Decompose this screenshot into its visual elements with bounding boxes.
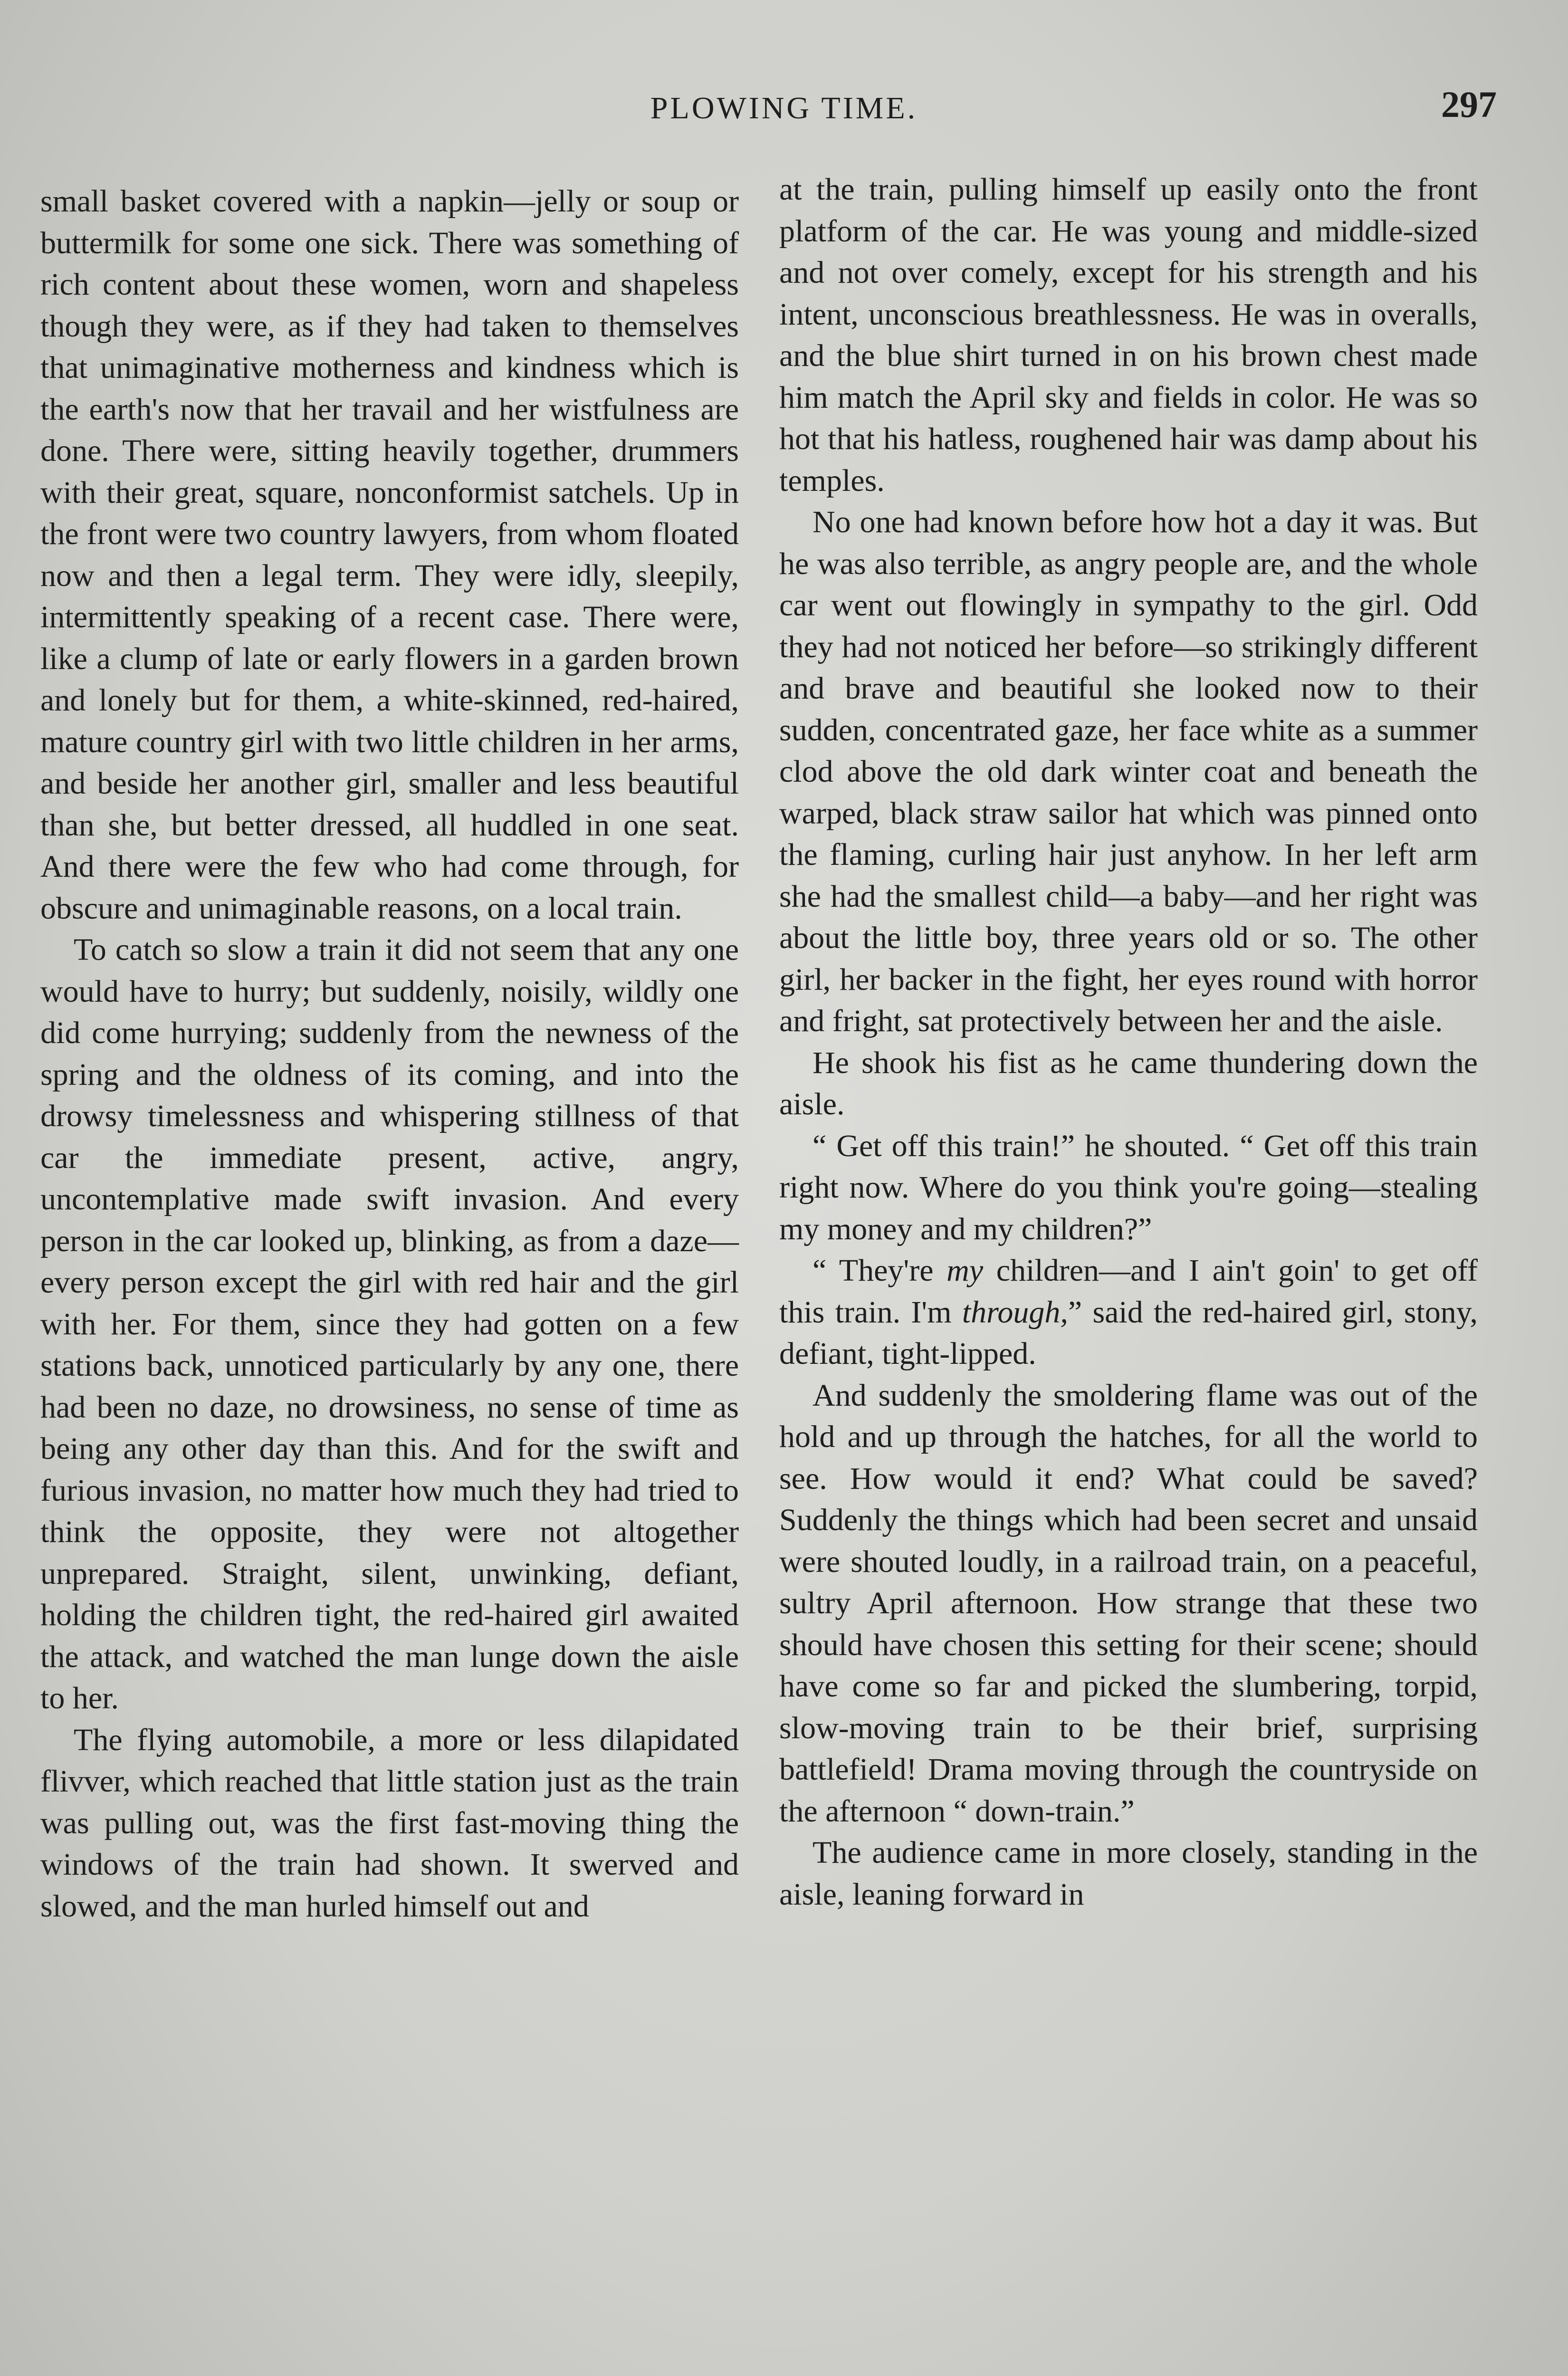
dialogue-text: children—and I ain't goin' to get off this train. I'm <box>779 1253 1478 1330</box>
left-paragraph-3: The flying automobile, a more or less dilapidated flivver, which reached that little station just as the train was pulling out, was the first fast-moving thing the windows of the train had shown. It swerved and slowed, and the man hurled himself out and <box>40 1722 739 1924</box>
right-paragraph-1: at the train, pulling himself up easily onto the front platform of the car. He was young and middle-sized and not over comely, except for his strength and his intent, unconscious breathlessness. He was in overalls, and the blue shirt turned in on his brown chest made him match the April sky and fields in color. He was so hot that his hatless, roughened hair was damp about his temples. <box>779 172 1478 498</box>
dialogue-text: “ They're <box>813 1253 947 1288</box>
emphasis-text: through, <box>962 1294 1068 1330</box>
emphasis-text: my <box>947 1253 984 1288</box>
right-paragraph-3: He shook his fist as he came thundering down the aisle. <box>779 1045 1478 1121</box>
dialogue-text: ” said the red-haired girl, stony, defiant, tight-lipped. <box>779 1294 1478 1371</box>
right-paragraph-7: The audience came in more closely, standing in the aisle, leaning forward in <box>779 1835 1478 1912</box>
page-number: 297 <box>1441 84 1497 125</box>
left-paragraph-2: To catch so slow a train it did not seem that any one would have to hurry; but suddenly, noisily, wildly one did come hurrying; suddenly from the newness of the spring and the oldness of its coming, and into the drowsy timelessness and whispering stillness of that car the immediate present, active, angry, uncontemplative made swift invasion. And every person in the car looked up, blinking, as from a daze—every person except the girl with red hair and the girl with her. For them, since they had gotten on a few stations back, unnoticed particularly by any one, there had been no daze, no drowsiness, no sense of time as being any other day than this. And for the swift and furious invasion, no matter how much they had tried to think the opposite, they were not altogether unprepared. Straight, silent, unwinking, defiant, holding the children tight, the red-haired girl awaited the attack, and watched the man lunge down the aisle to her. <box>40 932 739 1715</box>
right-paragraph-6: And suddenly the smoldering flame was out of the hold and up through the hatches, for all the world to see. How would it end? What could be saved? Suddenly the things which had been secret and unsaid were shouted loudly, in a railroad train, on a peaceful, sultry April afternoon. How strange that these two should have chosen this setting for their scene; should have come so far and picked the slumbering, torpid, slow-moving train to be their brief, surprising battlefield! Drama moving through the countryside on the afternoon “ down-train.” <box>779 1378 1478 1829</box>
left-paragraph-1: small basket covered with a napkin—jelly or soup or buttermilk for some one sick. There was something of rich content about these women, worn and shapeless though they were, as if they had taken to themselves that unimaginative motherness and kindness which is the earth's now that her travail and her wistfulness are done. There were, sitting heavily together, drummers with their great, square, nonconformist satchels. Up in the front were two country lawyers, from whom floated now and then a legal term. They were idly, sleepily, intermittently speaking of a recent case. There were, like a clump of late or early flowers in a garden brown and lonely but for them, a white-skinned, red-haired, mature country girl with two little children in her arms, and beside her another girl, smaller and less beautiful than she, but better dressed, all huddled in one seat. And there were the few who had come through, for obscure and unimaginable reasons, on a local train. <box>40 184 739 926</box>
right-paragraph-4: “ Get off this train!” he shouted. “ Get off this train right now. Where do you think you're going—stealing my money and my children?” <box>779 1128 1478 1246</box>
right-paragraph-5 <box>779 1250 1478 1375</box>
right-paragraph-2: No one had known before how hot a day it was. But he was also terrible, as angry people are, and the whole car went out flowingly in sympathy to the girl. Odd they had not noticed her before—so strikingly different and brave and beautiful she looked now to their sudden, concentrated gaze, her face white as a summer clod above the old dark winter coat and beneath the warped, black straw sailor hat which was pinned onto the flaming, curling hair just anyhow. In her left arm she had the smallest child—a baby—and her right was about the little boy, three years old or so. The other girl, her backer in the fight, her eyes round with horror and fright, sat protectively between her and the aisle. <box>779 505 1478 1038</box>
running-title: PLOWING TIME. <box>650 91 918 125</box>
left-column <box>40 181 739 1927</box>
right-column <box>779 169 1478 1915</box>
